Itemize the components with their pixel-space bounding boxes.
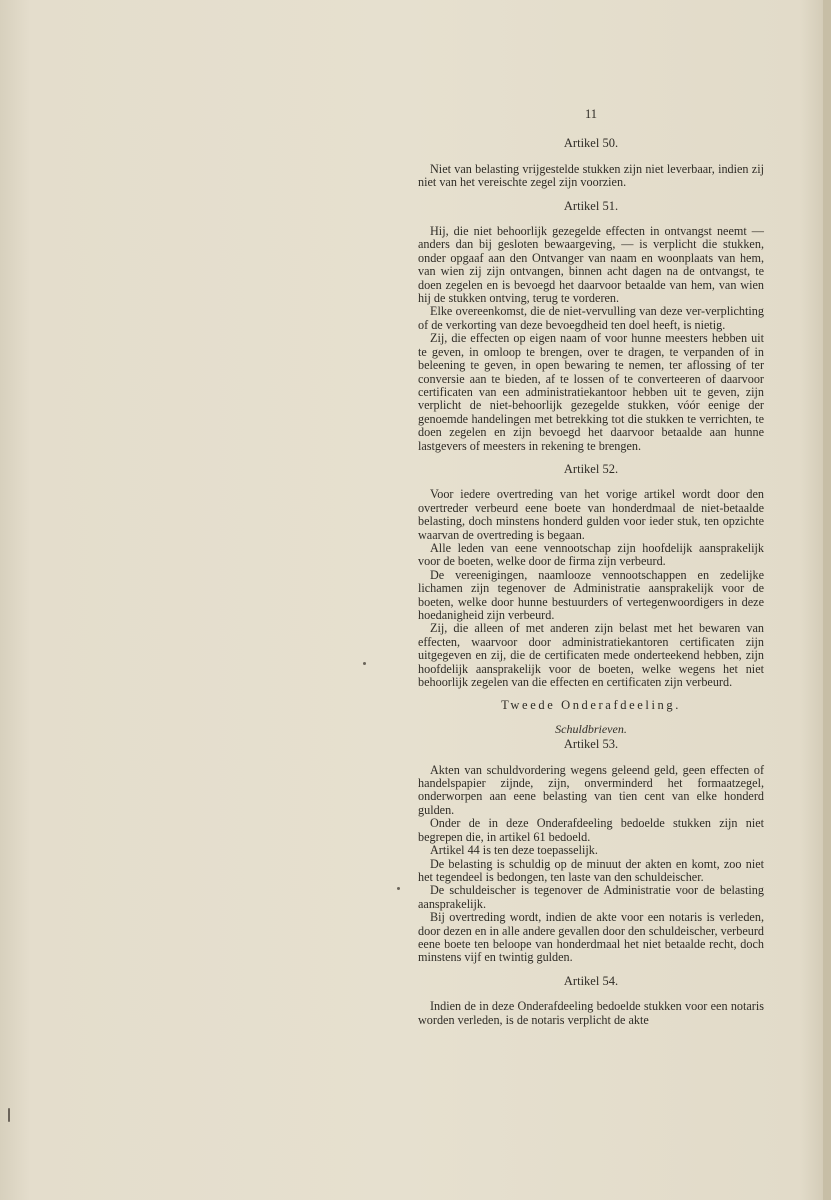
- speck: [397, 887, 400, 890]
- section-artikel-50: [418, 137, 764, 189]
- article-heading: Artikel 52.: [563, 461, 619, 476]
- article-heading: Artikel 50.: [563, 136, 619, 151]
- paragraph: Indien de in deze Onderafdeeling bedoelde stukken voor een notaris worden verleden, is de notaris verplicht de akte: [418, 999, 764, 1027]
- paragraph: Zij, die effecten op eigen naam of voor hunne meesters hebben uit te geven, in omloop te brengen, over te dragen, te verpanden of in beleening te geven, in open bewaring te nemen, ter aflossing of ter conversie aan te bieden, af te lossen of te converteeren of daarvoor certificaten van een administratiekantoor hebben uit te geven, zijn verplicht de niet-behoorlijk gezegelde stukken, vóór eenige der genoemde handelingen met betrekking tot die stukken te verrichten, te doen zegelen en zijn bevoegd het daarvoor betaalde aan hunne lastgevers of meesters in rekening te brengen.: [418, 331, 764, 453]
- page-edge-shadow: [823, 0, 831, 1200]
- paragraph: Akten van schuldvordering wegens geleend geld, geen effecten of handelspapier zijnde, zijn, onverminderd het formaatzegel, onderworpen aan eene belasting van tien cent van elke honderd gulden.: [418, 762, 764, 817]
- speck: [363, 662, 366, 665]
- article-heading: Artikel 54.: [563, 973, 619, 988]
- paragraph: De belasting is schuldig op de minuut der akten en komt, zoo niet het tegendeel is bedongen, ten laste van den schuldeischer.: [418, 856, 764, 884]
- paragraph: Alle leden van eene vennootschap zijn hoofdelijk aansprakelijk voor de boeten, welke door de firma zijn verbeurd.: [418, 540, 764, 569]
- paragraph: Zij, die alleen of met anderen zijn belast met het bewaren van effecten, waarvoor door administratiekantoren certificaten zijn uitgegeven en zij, die de certificaten mede onderteekend hebben, zijn hoofdelijk aansprakelijk voor de boeten, welke wegens het niet behoorlijk zegelen van die effecten en certificaten zijn verbeurd.: [418, 621, 764, 690]
- section-artikel-52: [418, 463, 764, 690]
- article-heading: Artikel 53.: [563, 737, 619, 752]
- speck: [8, 1108, 10, 1122]
- paragraph: Voor iedere overtreding van het vorige artikel wordt door den overtreder verbeurd eene boete van honderdmaal de niet-betaalde belasting, doch minstens honderd gulden voor ieder stuk, ten opzichte waarvan de overtreding is begaan.: [418, 487, 764, 542]
- paragraph: Artikel 44 is ten deze toepasselijk.: [430, 843, 598, 858]
- paragraph: Onder de in deze Onderafdeeling bedoelde stukken zijn niet begrepen die, in artikel 61 bedoeld.: [418, 816, 764, 844]
- article-heading: Artikel 51.: [563, 198, 619, 213]
- paragraph: Hij, die niet behoorlijk gezegelde effecten in ontvangst neemt — anders dan bij gesloten bewaargeving, — is verplicht die stukken, onder opgaaf aan den Ontvanger van naam en woonplaats van hem, van wien zij zijn ontvangen, binnen acht dagen na de ontvangst, te doen zegelen en is bevoegd het daarvoor betaalde van hem, van wien hij de stukken ontving, terug te vorderen.: [418, 224, 764, 306]
- paragraph: Niet van belasting vrijgestelde stukken zijn niet leverbaar, indien zij niet van het vereischte zegel zijn voorzien.: [418, 161, 764, 190]
- subdivision-subtitle: Schuldbrieven.: [555, 721, 627, 736]
- section-artikel-53: [418, 738, 764, 965]
- page-number: 11: [584, 107, 598, 121]
- text-column: [418, 104, 764, 1027]
- paragraph: Elke overeenkomst, die de niet-vervulling van deze ver-verplichting of de verkorting van deze bevoegdheid ten doel heeft, is nietig.: [418, 304, 764, 332]
- paragraph: De schuldeischer is tegenover de Administratie voor de belasting aansprakelijk.: [418, 883, 764, 911]
- subdivision-heading: Tweede Onderafdeeling.: [501, 698, 681, 713]
- paragraph: Bij overtreding wordt, indien de akte voor een notaris is verleden, door dezen en in alle andere gevallen door den schuldeischer, verbeurd eene boete ten beloope van honderdmaal het niet betaalde recht, doch minstens vijf en twintig gulden.: [418, 910, 764, 965]
- section-artikel-54: [418, 975, 764, 1027]
- section-artikel-51: [418, 200, 764, 453]
- paragraph: De vereenigingen, naamlooze vennootschappen en zedelijke lichamen zijn tegenover de Administratie aansprakelijk voor de boeten, welke door hunne bestuurders of vertegenwoordigers in deze hoedanigheid zijn verbeurd.: [418, 567, 764, 622]
